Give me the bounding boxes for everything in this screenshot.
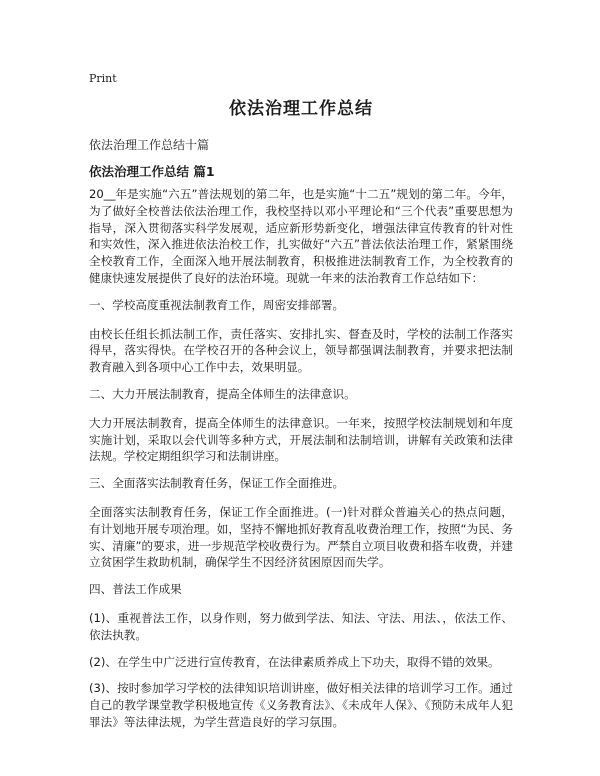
print-link[interactable]: Print bbox=[89, 72, 117, 85]
list-item: (3)、按时参加学习学校的法律知识培训讲座，做好相关法律的培训学习工作。通过自己的教学课堂教学积极地宣传《义务教育法》、《未成年人保》、《预防未成年人犯罪法》等法律法规，为学生营造良好的学习氛围。 bbox=[89, 681, 513, 729]
paragraph-intro: 20__年是实施“六五”普法规划的第二年，也是实施“十二五”规划的第二年。今年，为了做好全校普法依法治理工作，我校坚持以邓小平理论和“三个代表”重要思想为指导，深入贯彻落实科学发展观，适应新形势新变化，增强法律宣传教育的针对性和实效性，深入推进依法治校工作，扎实做好“六五”普法依法治理工作，紧紧围绕全校教育工作，全面深入地开展法制教育，积极推进法制教育工作，为全校教育的健康快速发展提供了良好的法治环境。现就一年来的法治教育工作总结如下： bbox=[89, 187, 513, 285]
paragraph-heading-3: 三、全面落实法制教育任务，保证工作全面推进。 bbox=[89, 476, 345, 491]
paragraph: 大力开展法制教育，提高全体师生的法律意识。一年来，按照学校法制规划和年度实施计划，采取以会代训等多种方式，开展法制和法制培训，讲解有关政策和法律法规。学校定期组织学习和法制讲座。 bbox=[89, 415, 513, 464]
list-item: (2)、在学生中广泛进行宣传教育，在法律素质养成上下功夫，取得不错的效果。 bbox=[89, 654, 500, 669]
section-heading: 依法治理工作总结 篇1 bbox=[89, 164, 215, 179]
paragraph-heading-2: 二、大力开展法制教育，提高全体师生的法律意识。 bbox=[89, 386, 356, 401]
document-body bbox=[89, 186, 513, 741]
paragraph: 全面落实法制教育任务，保证工作全面推进。(一)针对群众普遍关心的热点问题，有计划地开展专项治理。如，坚持不懈地抓好教育乱收费治理工作，按照“为民、务实、清廉”的要求，进一步规范学校收费行为。严禁自立项目收费和搭车收费，并建立贫困学生救助机制，确保学生不因经济贫困原因而失学。 bbox=[89, 504, 513, 570]
paragraph-heading-4: 四、普法工作成果 bbox=[89, 582, 182, 597]
paragraph: 由校长任组长抓法制工作，责任落实、安排扎实、督查及时，学校的法制工作落实得早，落实得快。在学校召开的各种会议上，领导都强调法制教育，并要求把法制教育融入到各项中心工作中去，效果明显。 bbox=[89, 326, 513, 375]
paragraph-heading-1: 一、学校高度重视法制教育工作，周密安排部署。 bbox=[89, 297, 345, 312]
document-subtitle: 依法治理工作总结十篇 bbox=[89, 138, 210, 152]
page-title: 依法治理工作总结 bbox=[229, 99, 373, 119]
list-item: (1)、重视普法工作，以身作则，努力做到学法、知法、守法、用法、，依法工作、依法执教。 bbox=[89, 610, 513, 642]
